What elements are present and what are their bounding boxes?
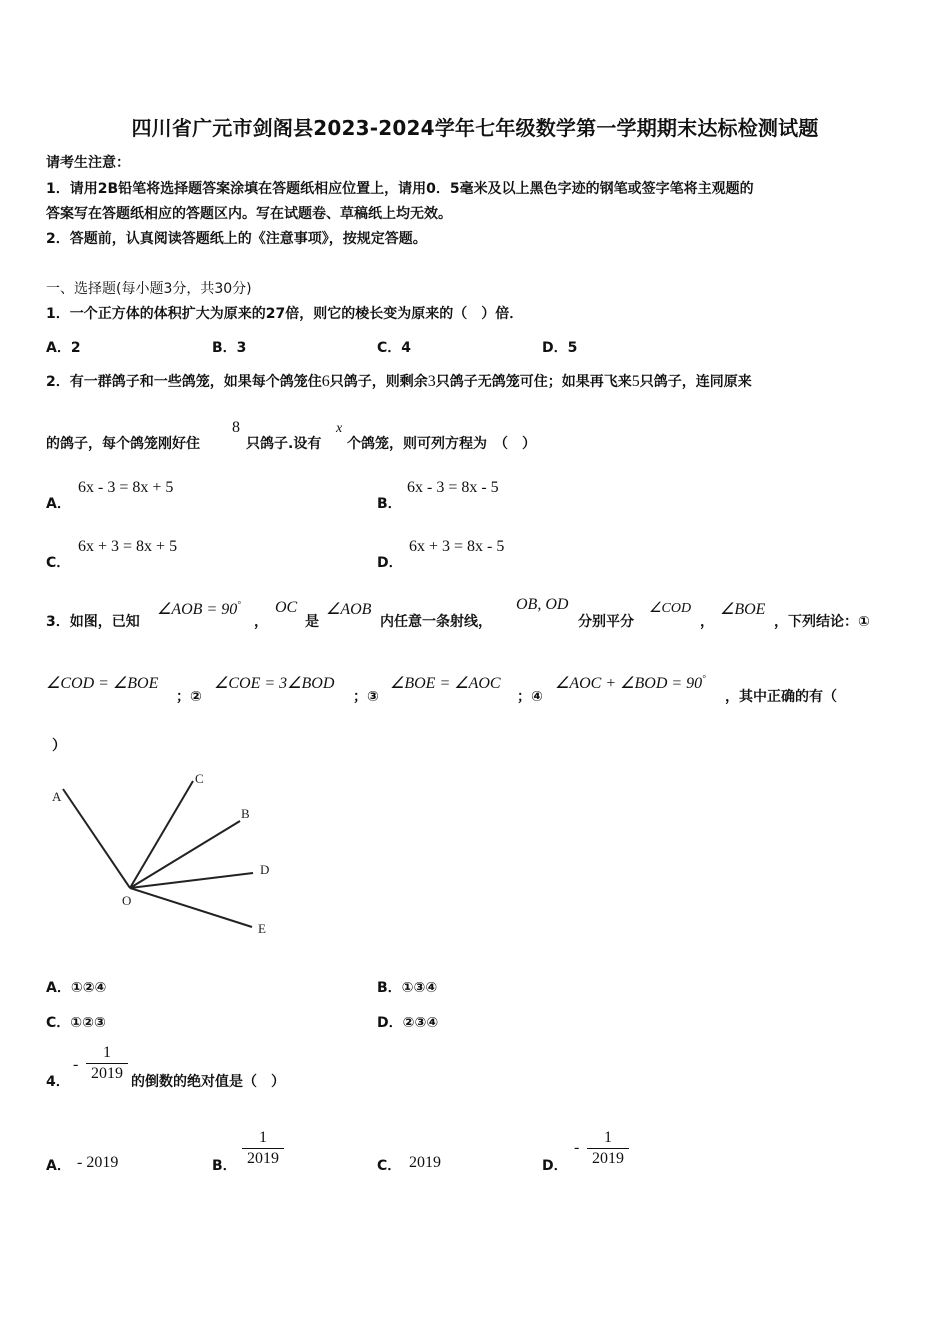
q3-conclusion-2: ∠COE = 3∠BOD	[214, 675, 335, 692]
q2-var-x: x	[336, 421, 343, 436]
q3-text-5: 分别平分	[578, 614, 634, 630]
q3-text-1: 3．如图，已知	[46, 614, 140, 630]
q3-sep-1: ；②	[176, 689, 202, 705]
q1-option-d: D．5	[542, 340, 578, 356]
q2-num-3: 3	[427, 373, 436, 390]
q3-sep-3: ；④	[517, 689, 543, 705]
q3-conclusion-1: ∠COD = ∠BOE	[46, 675, 159, 692]
label-c: C	[195, 771, 204, 786]
q2-text-1d: 只鸽子，连同原来	[639, 374, 752, 390]
section-heading: 一、选择题(每小题3分，共30分)	[46, 281, 252, 297]
q2-line-2c: 个鸽笼，则可列方程为 （ ）	[347, 436, 536, 452]
q4-option-b-label: B．	[212, 1158, 237, 1174]
q3-conclusion-4	[555, 673, 706, 693]
q1-option-b: B．3	[212, 340, 247, 356]
q3-text-8: ，其中正确的有（	[725, 689, 837, 705]
q4-option-b-numerator: 1	[259, 1129, 267, 1146]
q2-text-1b: 只鸽子，则剩余	[329, 374, 428, 390]
q3-math-oc: OC	[275, 599, 298, 616]
q3-math-aob90	[157, 599, 241, 619]
q4-minus: -	[73, 1056, 79, 1073]
q3-math-aob: ∠AOB	[326, 601, 372, 618]
q4-option-a-label: A．	[46, 1158, 71, 1174]
notice-line-3: 2．答题前，认真阅读答题纸上的《注意事项》，按规定答题。	[46, 231, 427, 247]
ray-oa	[63, 789, 130, 888]
q2-option-a-label: A．	[46, 496, 71, 512]
q4-label: 4．	[46, 1074, 70, 1090]
q2-line-2b: 只鸽子.设有	[246, 436, 322, 452]
q3-text-3: 是	[305, 614, 319, 630]
label-b: B	[241, 806, 250, 821]
q2-option-b-equation: 6x - 3 = 8x - 5	[407, 479, 499, 496]
q2-num-6: 6	[321, 373, 330, 390]
label-e: E	[258, 921, 266, 936]
q3-math-ob-od: OB, OD	[516, 596, 569, 613]
q3-text-4: 内任意一条射线，	[380, 614, 492, 630]
q3-conclusion-3: ∠BOE = ∠AOC	[390, 675, 501, 692]
notice-line-1: 1．请用2B铅笔将选择题答案涂填在答题纸相应位置上，请用0．5毫米及以上黑色字迹的钢笔或签字笔将主观题的	[46, 181, 754, 197]
q2-option-c-equation: 6x + 3 = 8x + 5	[78, 538, 178, 555]
q2-text-1a: 2．有一群鸽子和一些鸽笼，如果每个鸽笼住	[46, 374, 322, 390]
q3-option-a: A．①②④	[46, 980, 107, 996]
ray-oc	[130, 781, 193, 888]
q3-option-c: C．①②③	[46, 1015, 106, 1031]
q3-option-b: B．①③④	[377, 980, 438, 996]
page-title: 四川省广元市剑阁县2023-2024学年七年级数学第一学期期末达标检测试题	[131, 116, 819, 140]
q3-math-aob90-text: ∠AOB = 90	[157, 601, 238, 618]
q4-option-d-denominator: 2019	[592, 1150, 624, 1167]
q3-text-6: ，	[700, 614, 714, 630]
q4-stem: 的倒数的绝对值是（ ）	[131, 1074, 285, 1090]
q1-option-a: A．2	[46, 340, 81, 356]
q4-option-a-value: - 2019	[77, 1154, 119, 1171]
label-d: D	[260, 862, 270, 877]
q3-text-2: ，	[254, 614, 268, 630]
q3-math-boe: ∠BOE	[720, 601, 766, 618]
q4-fraction-numerator: 1	[103, 1044, 111, 1061]
q4-option-b-denominator: 2019	[247, 1150, 279, 1167]
q4-option-c-value: 2019	[409, 1154, 441, 1171]
q1-option-c: C．4	[377, 340, 412, 356]
label-o: O	[122, 893, 132, 908]
q3-angle-figure	[40, 765, 290, 945]
q3-conclusion-4-text: ∠AOC + ∠BOD = 90	[555, 675, 703, 692]
q2-option-a-equation: 6x - 3 = 8x + 5	[78, 479, 174, 496]
q2-text-1c: 只鸽子无鸽笼可住；如果再飞来	[435, 374, 632, 390]
q3-option-d: D．②③④	[377, 1015, 439, 1031]
q2-option-d-equation: 6x + 3 = 8x - 5	[409, 538, 505, 555]
q4-option-d-fraction	[587, 1128, 629, 1169]
label-a: A	[52, 789, 62, 804]
q2-option-c-label: C．	[46, 555, 71, 571]
q1-stem: 1．一个正方体的体积扩大为原来的27倍，则它的棱长变为原来的（ ）倍．	[46, 306, 524, 322]
q2-num-5: 5	[631, 373, 640, 390]
q2-line-2: 的鸽子，每个鸽笼刚好住	[46, 436, 200, 452]
q3-close-paren: ）	[52, 738, 66, 754]
q3-degree-1: °	[237, 599, 241, 610]
q2-num-8: 8	[232, 419, 240, 436]
q4-option-b-fraction	[242, 1128, 284, 1169]
ray-oe	[130, 888, 252, 927]
notice-heading: 请考生注意：	[46, 155, 130, 171]
ray-od	[130, 873, 253, 888]
q2-option-b-label: B．	[377, 496, 402, 512]
q4-fraction	[86, 1043, 128, 1084]
q4-option-d-numerator: 1	[604, 1129, 612, 1146]
q3-text-7: ，下列结论：①	[774, 614, 870, 630]
q2-option-d-label: D．	[377, 555, 403, 571]
ray-ob	[130, 821, 240, 888]
q4-option-d-label: D．	[542, 1158, 568, 1174]
q4-option-c-label: C．	[377, 1158, 402, 1174]
notice-line-2: 答案写在答题纸相应的答题区内。写在试题卷、草稿纸上均无效。	[46, 206, 452, 222]
q4-option-d-minus: -	[574, 1139, 580, 1156]
q2-line-1	[46, 371, 752, 391]
q4-fraction-denominator: 2019	[91, 1065, 123, 1082]
q3-degree-2: °	[702, 673, 706, 684]
q3-sep-2: ；③	[353, 689, 379, 705]
q3-math-cod: ∠COD	[649, 601, 692, 616]
